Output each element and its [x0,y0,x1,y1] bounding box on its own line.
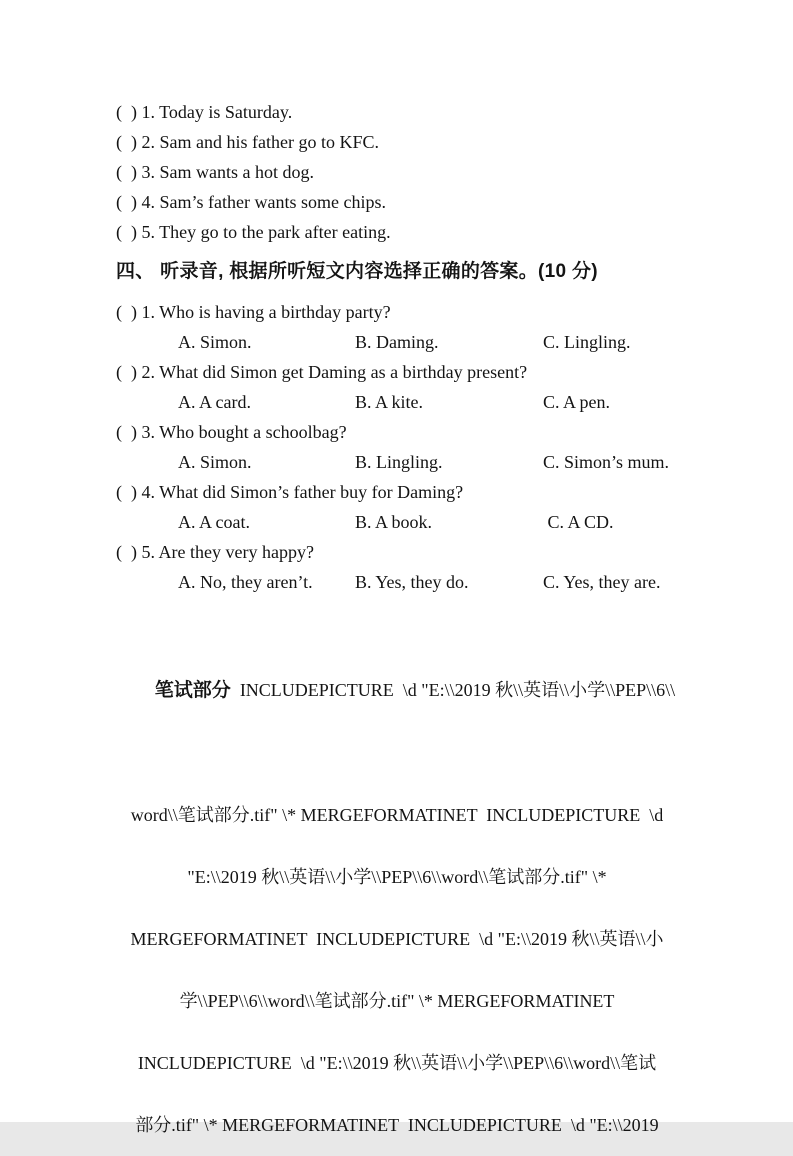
fieldcode-line: word\\笔试部分.tif" \* MERGEFORMATINET INCLUDEPICTURE \d [130,805,664,825]
fieldcode-line: 学\\PEP\\6\\word\\笔试部分.tif" \* MERGEFORMATINET [179,991,615,1011]
fieldcode-line: MERGEFORMATINET INCLUDEPICTURE \d "E:\\2019 秋\\英语\\小 [130,929,664,949]
option-a: A. Simon. [178,452,252,472]
question-text: ( ) 1. Who is having a birthday party? [116,302,391,322]
option-c: C. Yes, they are. [543,572,661,592]
fieldcode-line [116,597,678,784]
options-row [116,567,678,597]
options-row [116,327,678,357]
question-text: ( ) 3. Who bought a schoolbag? [116,422,347,442]
mc-section [116,297,678,597]
question-text: ( ) 5. Are they very happy? [116,542,314,562]
fieldcode-line: 部分.tif" \* MERGEFORMATINET INCLUDEPICTURE \d "E:\\2019 [135,1115,659,1135]
fieldcode-text: INCLUDEPICTURE \d "E:\\2019 秋\\英语\\小学\\PEP\\6\\ [230,680,676,700]
written-section-fieldcodes [116,597,678,1156]
question-text: ( ) 4. What did Simon’s father buy for Daming? [116,482,464,502]
tf-statement: ( ) 3. Sam wants a hot dog. [116,162,314,182]
written-section-title: 笔试部分 [154,680,231,701]
option-a: A. A card. [178,392,251,412]
question-text: ( ) 2. What did Simon get Daming as a birthday present? [116,362,528,382]
option-b: B. Yes, they do. [355,572,469,592]
option-b: B. A kite. [355,392,424,412]
option-c: C. A CD. [543,512,614,532]
tf-statement: ( ) 4. Sam’s father wants some chips. [116,192,386,212]
fieldcode-line: "E:\\2019 秋\\英语\\小学\\PEP\\6\\word\\笔试部分.tif" \* [187,867,607,887]
option-b: B. Daming. [355,332,439,352]
option-a: A. Simon. [178,332,252,352]
option-a: A. A coat. [178,512,250,532]
option-b: B. A book. [355,512,433,532]
tf-section [116,97,678,247]
option-c: C. Lingling. [543,332,631,352]
tf-statement: ( ) 1. Today is Saturday. [116,102,293,122]
option-c: C. A pen. [543,392,611,412]
tf-statement: ( ) 2. Sam and his father go to KFC. [116,132,379,152]
options-row [116,507,678,537]
section-heading: 四、 听录音, 根据所听短文内容选择正确的答案。(10 分) [116,261,598,282]
tf-statement: ( ) 5. They go to the park after eating. [116,222,391,242]
option-b: B. Lingling. [355,452,443,472]
options-row [116,387,678,417]
option-a: A. No, they aren’t. [178,572,313,592]
option-c: C. Simon’s mum. [543,452,670,472]
fieldcode-line: INCLUDEPICTURE \d "E:\\2019 秋\\英语\\小学\\PEP\\6\\word\\笔试 [137,1053,657,1073]
options-row [116,447,678,477]
